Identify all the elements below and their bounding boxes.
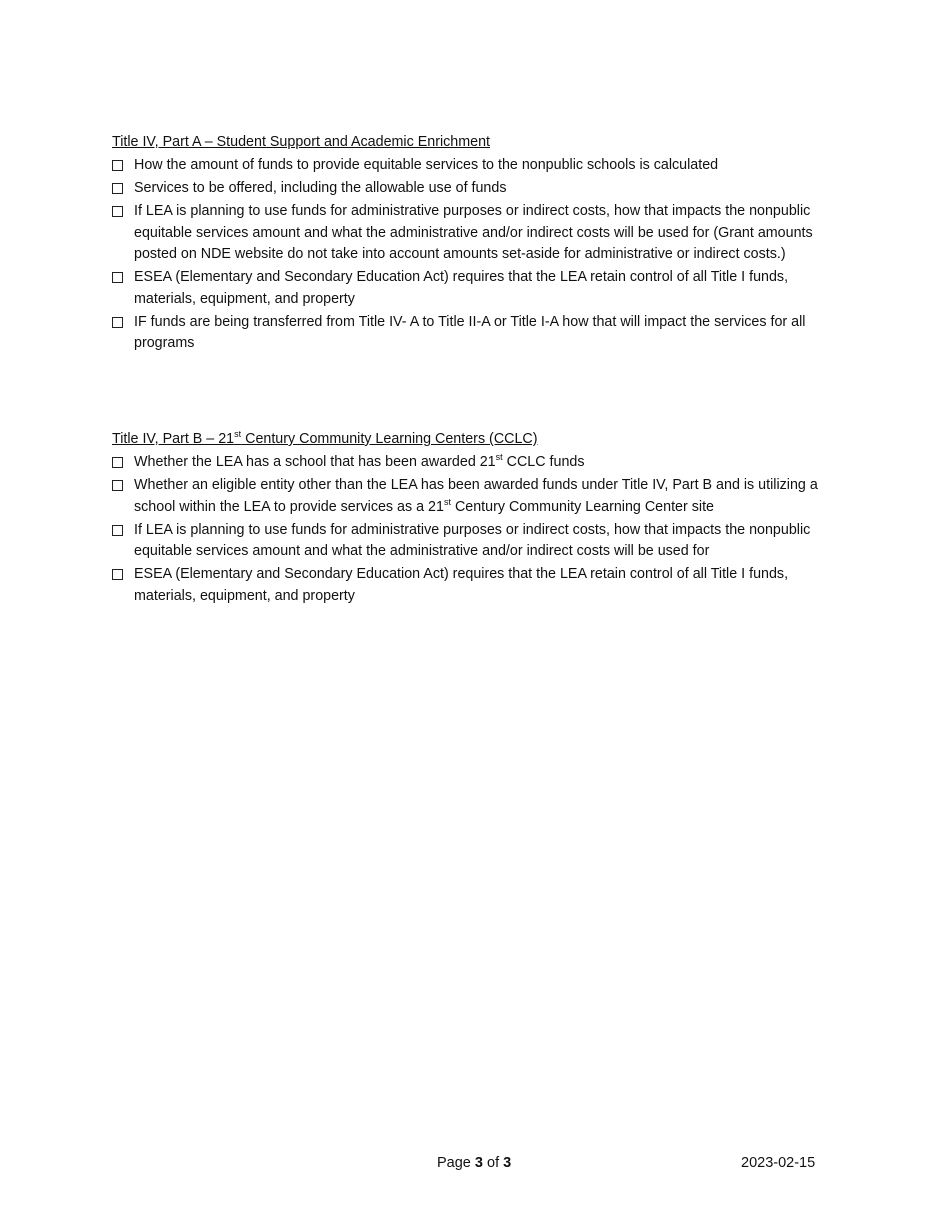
checklist-item-text: How the amount of funds to provide equitable services to the nonpublic schools is calculated <box>134 157 719 173</box>
checklist-item-text: Whether the LEA has a school that has been awarded 21st CCLC funds <box>134 452 585 470</box>
checkbox[interactable] <box>112 480 123 491</box>
checkbox[interactable] <box>112 272 123 283</box>
checklist-item <box>112 520 834 563</box>
checklist-item-text: ESEA (Elementary and Secondary Education Act) requires that the LEA retain control of all Title I funds, materials, equipment, and property <box>134 566 789 604</box>
checklist-item <box>112 267 834 310</box>
page-number <box>437 1153 511 1175</box>
section-b-heading-post: Century Community Learning Centers (CCLC) <box>241 431 538 447</box>
checkbox[interactable] <box>112 525 123 536</box>
checkbox[interactable] <box>112 183 123 194</box>
checklist-item <box>112 452 834 474</box>
checklist-item-text: Whether an eligible entity other than the LEA has been awarded funds under Title IV, Part B and is utilizing a school within the LEA to provide services as a 21st Century Community Learning Center site <box>134 477 818 515</box>
section-b-heading-pre: Title IV, Part B – 21 <box>112 431 235 447</box>
footer-date: 2023-02-15 <box>741 1155 816 1171</box>
section-a-heading: Title IV, Part A – Student Support and Academic Enrichment <box>112 134 491 150</box>
section-b-heading <box>112 429 834 451</box>
checklist-item-text: ESEA (Elementary and Secondary Education Act) requires that the LEA retain control of all Title I funds, materials, equipment, and property <box>134 269 789 307</box>
checkbox[interactable] <box>112 569 123 580</box>
checkbox[interactable] <box>112 160 123 171</box>
checklist-item-text: Services to be offered, including the allowable use of funds <box>134 180 507 196</box>
of-word: of <box>487 1155 500 1171</box>
checklist-item <box>112 312 834 355</box>
checklist-item <box>112 178 834 200</box>
checklist-item <box>112 564 834 607</box>
checklist-item <box>112 155 834 177</box>
checklist-item-text: IF funds are being transferred from Title IV- A to Title II-A or Title I-A how that will impact the services for all programs <box>134 313 806 351</box>
checklist-item-text: If LEA is planning to use funds for administrative purposes or indirect costs, how that impacts the nonpublic equitable services amount and what the administrative and/or indirect costs will be used for (Grant amounts posted on NDE website do not take into account amounts set-aside for administrative or indirect costs.) <box>134 203 813 262</box>
checkbox[interactable] <box>112 457 123 468</box>
page-word: Page <box>437 1155 471 1171</box>
checkbox[interactable] <box>112 317 123 328</box>
section-title-iv-part-b <box>112 429 834 607</box>
checklist-item <box>112 201 834 266</box>
checklist-item <box>112 475 834 518</box>
checklist-item-text: If LEA is planning to use funds for administrative purposes or indirect costs, how that impacts the nonpublic equitable services amount and what the administrative and/or indirect costs will be used for <box>134 521 811 559</box>
current-page: 3 <box>474 1155 483 1171</box>
section-b-heading-sup: st <box>234 429 242 440</box>
checkbox[interactable] <box>112 206 123 217</box>
section-title-iv-part-a <box>112 132 834 355</box>
total-pages: 3 <box>503 1155 512 1171</box>
